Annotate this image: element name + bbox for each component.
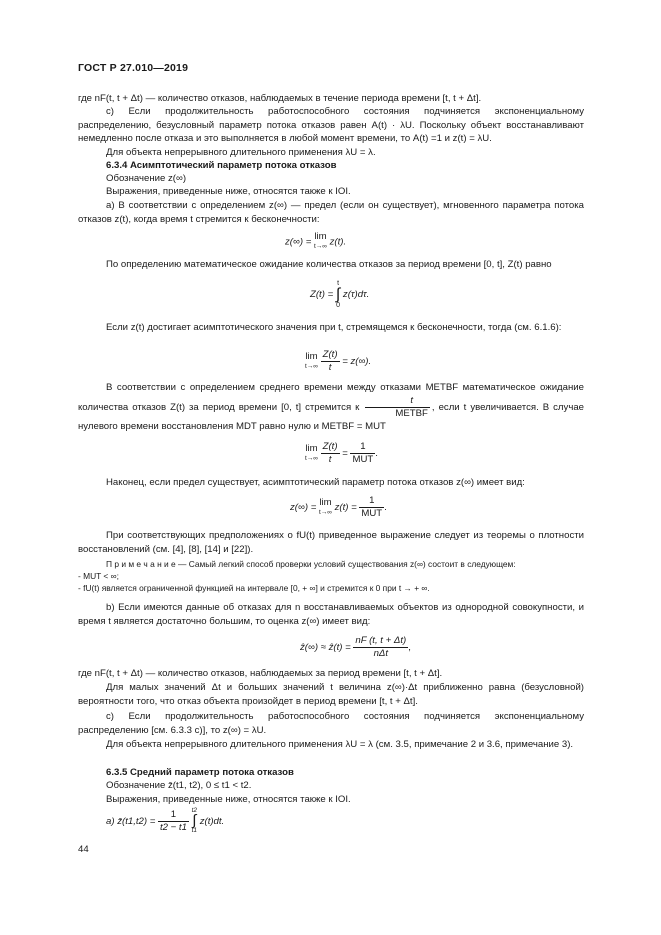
page-number: 44 [78, 844, 89, 855]
section-heading-6-3-5: 6.3.5 Средний параметр потока отказов [106, 767, 294, 778]
paragraph: где nF(t, t + Δt) — количество отказов, наблюдаемых в течение периода времени [t, t + Δt]. [78, 93, 482, 104]
paragraph: Для объекта непрерывного длительного применения λU = λ. [106, 147, 376, 158]
paragraph: Обозначение z̄(t1, t2), 0 ≤ t1 < t2. [106, 780, 252, 791]
paragraph: Для объекта непрерывного длительного применения λU = λ (см. 3.5, примечание 2 и 3.6, примечание 3). [106, 739, 574, 750]
paragraph: При соответствующих предположениях о fU(t) приведенное выражение следует из теоремы о плотности восстановлений (см. [4], [8], [14] и [22]). [78, 530, 584, 555]
paragraph: b) Если имеются данные об отказах для n восстанавливаемых объектов из однородной совокупности, и время t является достаточно большим, то оценка z(∞) имеет вид: [78, 602, 584, 627]
formula-1: z(∞) = lim t→∞ z(t). [285, 231, 347, 250]
paragraph: c) Если продолжительность работоспособного состояния подчиняется экспоненциальному распределению [см. 6.3.3 c)], то z(∞) = λU. [78, 711, 584, 736]
paragraph: c) Если продолжительность работоспособного состояния подчиняется экспоненциальному распределению, безусловный параметр потока отказов равен A(t) · λU. Поскольку объект восстанавливают немедленно после отказа и это выполняется в любой момент времени, то A(t) =1 и z(t) = λU. [78, 106, 584, 145]
document-header: ГОСТ Р 27.010—2019 [78, 62, 189, 74]
formula-6: ẑ(∞) ≈ ẑ(t) = $\frac{nF (t, t + \Delta t)}{\text{nΔt}}$ , [300, 635, 411, 659]
note-title: П р и м е ч а н и е — Самый легкий способ проверки условий существования z(∞) состоит в следующем: [106, 559, 516, 569]
paragraph: В соответствии с определением среднего времени между отказами METBF математическое ожидание количества отказов Z(t) за период времени [0, t] стремится к $\frac{t}{\text{METBF}}$ , если t увеличивается. В случае нулевого времени восстановления MDT равно нулю и METBF = MUT [78, 382, 584, 432]
note-item: - MUT < ∞; [78, 571, 119, 581]
formula-7: a) z̄(t1,t2) = $\frac{1}{t2 - t1}$ t2 ∫ t1 z(t)dt. [106, 807, 225, 834]
paragraph: a) В соответствии с определением z(∞) — предел (если он существует), мгновенного параметра потока отказов z(t), когда время t стремится к бесконечности: [78, 200, 584, 225]
section-heading-6-3-4: 6.3.4 Асимптотический параметр потока отказов [106, 160, 337, 171]
paragraph: По определению математическое ожидание количества отказов за период времени [0, t], Z(t) равно [106, 259, 552, 270]
paragraph: где nF(t, t + Δt) — количество отказов, наблюдаемых за период времени [t, t + Δt]. [78, 668, 443, 679]
paragraph: Наконец, если предел существует, асимптотический параметр потока отказов z(∞) имеет вид: [106, 477, 525, 488]
paragraph: Обозначение z(∞) [106, 173, 187, 184]
paragraph: Если z(t) достигает асимптотического значения при t, стремящемся к бесконечности, тогда (см. 6.1.6): [106, 322, 562, 333]
formula-3: lim t→∞ $\frac{Z(t)}{t}$ = z(∞). [305, 349, 372, 373]
formula-4: lim t→∞ $\frac{Z(t)}{t}$ = $\frac{1}{\text{MUT}}$ . [305, 441, 378, 465]
note-item: - fU(t) является ограниченной функцией на интервале [0, + ∞] и стремится к 0 при t → + ∞. [78, 583, 430, 593]
paragraph: Выражения, приведенные ниже, относятся также к IOI. [106, 794, 351, 805]
paragraph: Для малых значений Δt и больших значений t величина z(∞)·Δt приближенно равна (безусловной) вероятности того, что отказ объекта произойдет в период времени [t, t + Δt]. [78, 682, 584, 707]
formula-5: z(∞) = lim t→∞ z(t) = $\frac{1}{\text{MUT}}$ . [290, 495, 387, 519]
paragraph: Выражения, приведенные ниже, относятся также к IOI. [106, 186, 351, 197]
formula-2: Z(t) = t ∫ 0 z(τ)dτ. [310, 280, 370, 309]
